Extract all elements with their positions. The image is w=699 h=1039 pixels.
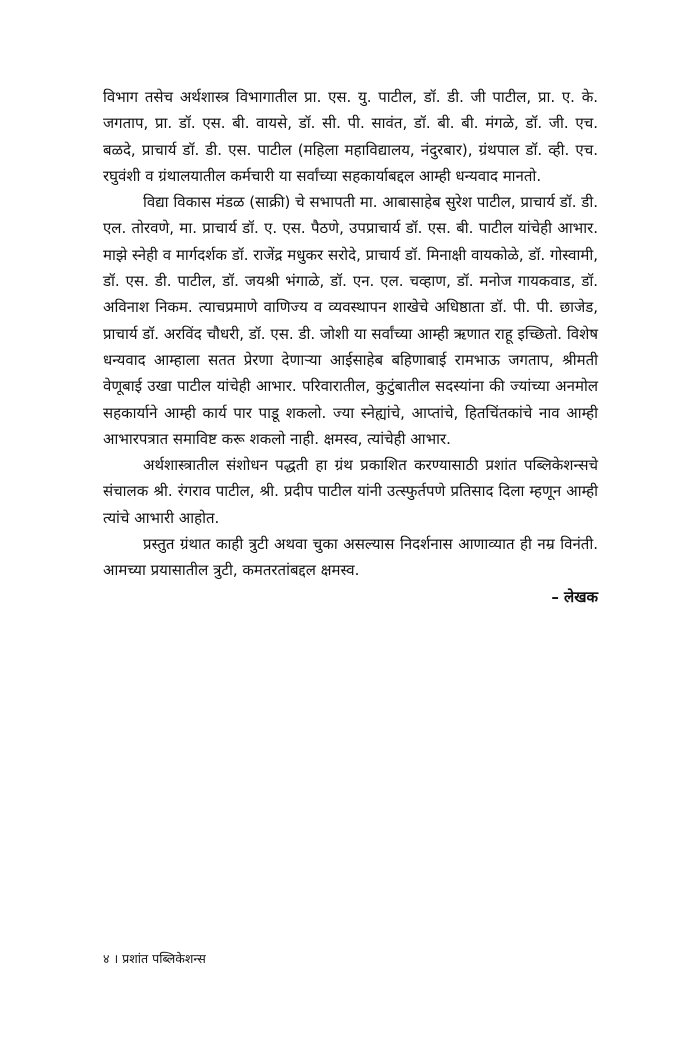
page-footer: ४ । प्रशांत पब्लिकेशन्स (103, 951, 206, 966)
paragraph-thanks-publisher: अर्थशास्त्रातील संशोधन पद्धती हा ग्रंथ प्रकाशित करण्यासाठी प्रशांत पब्लिकेशन्सचे संचालक श्री. रंगराव पाटील, श्री. प्रदीप पाटील यांनी उत्स्फुर्तपणे प्रतिसाद दिला म्हणून आम्ही त्यांचे आभारी आहोत. (103, 456, 598, 527)
paragraph-thanks-management: विद्या विकास मंडळ (साक्री) चे सभापती मा. आबासाहेब सुरेश पाटील, प्राचार्य डॉ. डी. एल. तोरवणे, मा. प्राचार्य डॉ. ए. एस. पैठणे, उपप्राचार्य डॉ. एस. बी. पाटील यांचेही आभार. माझे स्नेही व मार्गदर्शक डॉ. राजेंद्र मधुकर सरोदे, प्राचार्य डॉ. मिनाक्षी वायकोळे, डॉ. गोस्वामी, डॉ. एस. डी. पाटील, डॉ. जयश्री भंगाळे, डॉ. एन. एल. चव्हाण, डॉ. मनोज गायकवाड, डॉ. अविनाश निकम. त्याचप्रमाणे वाणिज्य व व्यवस्थापन शाखेचे अधिष्ठाता डॉ. पी. पी. छाजेड, प्राचार्य डॉ. अरविंद चौधरी, डॉ. एस. डी. जोशी या सर्वांच्या आम्ही ऋणात राहू इच्छितो. विशेष धन्यवाद आम्हाला सतत प्रेरणा देणाऱ्या आईसाहेब बहिणाबाई रामभाऊ जगताप, श्रीमती वेणूबाई उखा पाटील यांचेही आभार. परिवारातील, कुटुंबातील सदस्यांना की ज्यांच्या अनमोल सहकार्याने आम्ही कार्य पार पाडू शकलो. ज्या स्नेह्यांचे, आप्तांचे, हितचिंतकांचे नाव आम्ही आभारपत्रात समाविष्ट करू शकलो नाही. क्षमस्व, त्यांचेही आभार. (103, 193, 598, 448)
acknowledgement-body (103, 84, 598, 610)
author-signature: – लेखक (551, 587, 598, 606)
paragraph-apology: प्रस्तुत ग्रंथात काही त्रुटी अथवा चुका असल्यास निदर्शनास आणाव्यात ही नम्र विनंती. आमच्या प्रयासातील त्रुटी, कमतरतांबद्दल क्षमस्व. (103, 535, 598, 580)
paragraph-thanks-departments: विभाग तसेच अर्थशास्त्र विभागातील प्रा. एस. यु. पाटील, डॉ. डी. जी पाटील, प्रा. ए. के. जगताप, प्रा. डॉ. एस. बी. वायसे, डॉ. सी. पी. सावंत, डॉ. बी. बी. मंगळे, डॉ. जी. एच. बळदे, प्राचार्य डॉ. डी. एस. पाटील (महिला महाविद्यालय, नंदुरबार), ग्रंथपाल डॉ. व्ही. एच. रघुवंशी व ग्रंथालयातील कर्मचारी या सर्वांच्या सहकार्याबद्दल आम्ही धन्यवाद मानतो. (103, 88, 598, 185)
